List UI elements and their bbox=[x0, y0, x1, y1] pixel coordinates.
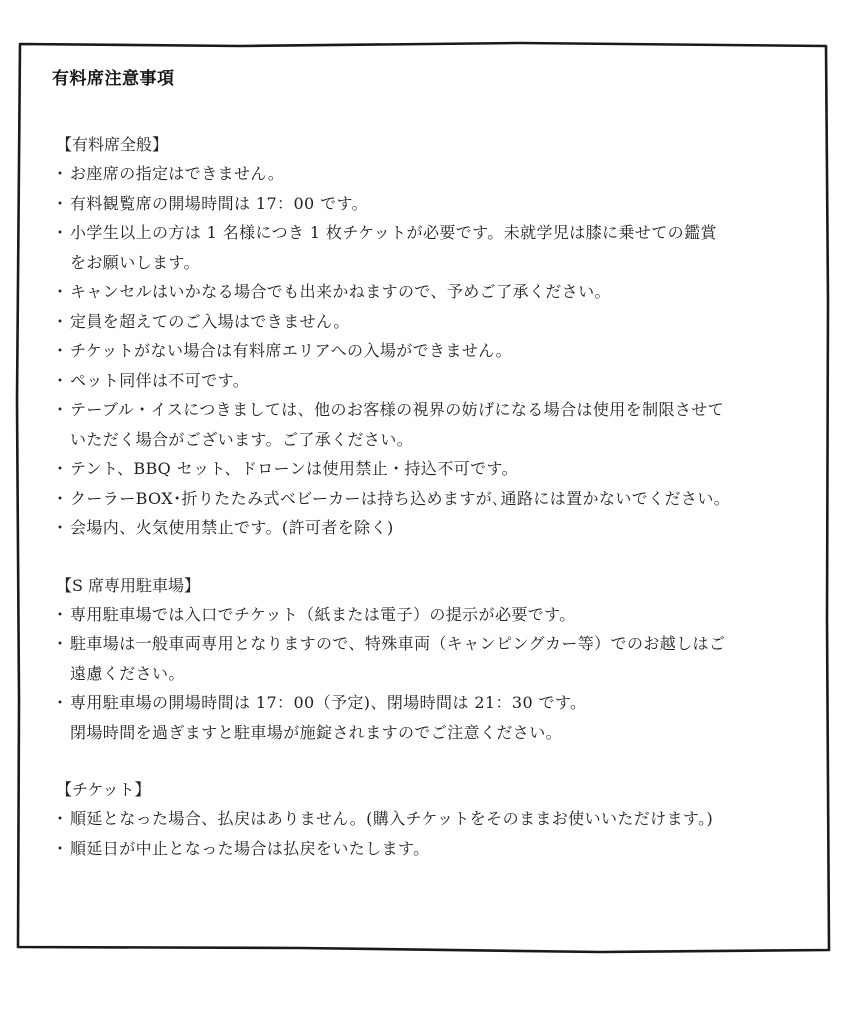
notice-item bbox=[52, 277, 812, 307]
notice-item-text: 順延となった場合、払戻はありません。(購入チケットをそのままお使いいただけます。) bbox=[70, 809, 714, 828]
notice-item bbox=[52, 159, 812, 189]
page-title: 有料席注意事項 bbox=[52, 69, 175, 89]
notice-item bbox=[52, 484, 812, 514]
notice-item-text: 専用駐車場の開場時間は 17：00（予定)、閉場時間は 21：30 です。 閉場時間を過ぎますと駐車場が施錠されますのでご注意ください。 bbox=[70, 693, 587, 742]
notice-item-text: テント、BBQ セット、ドローンは使用禁止・持込不可です。 bbox=[70, 459, 519, 478]
notice-item-text: テーブル・イスにつきましては、他のお客様の視界の妨げになる場合は使用を制限させて いただく場合がございます。ご了承ください。 bbox=[70, 400, 725, 449]
notice-item bbox=[52, 366, 812, 396]
notice-section bbox=[52, 775, 812, 863]
section-header: 【S 席専用駐車場】 bbox=[56, 575, 201, 595]
notice-section bbox=[52, 130, 812, 543]
notice-item bbox=[52, 189, 812, 219]
notice-item-text: お座席の指定はできません。 bbox=[70, 164, 285, 183]
notice-item bbox=[52, 600, 812, 630]
notice-item-text: クーラーBOX･折りたたみ式ベビーカーは持ち込めますが､通路には置かないでください。 bbox=[70, 488, 731, 508]
section-header: 【有料席全般】 bbox=[56, 135, 169, 154]
notice-item-text: チケットがない場合は有料席エリアへの入場ができません。 bbox=[70, 341, 513, 360]
notice-sections bbox=[52, 130, 812, 863]
notice-item-text: 会場内、火気使用禁止です。(許可者を除く) bbox=[70, 518, 394, 537]
notice-item-text: 専用駐車場では入口でチケット（紙または電子）の提示が必要です。 bbox=[70, 604, 576, 624]
notice-item bbox=[52, 395, 812, 454]
notice-item bbox=[52, 513, 812, 543]
notice-item bbox=[52, 454, 812, 484]
notice-content bbox=[52, 64, 812, 891]
notice-item bbox=[52, 834, 812, 864]
notice-item bbox=[52, 804, 812, 834]
notice-item-text: 順延日が中止となった場合は払戻をいたします。 bbox=[70, 838, 430, 858]
notice-item bbox=[52, 629, 812, 688]
notice-item-text: 小学生以上の方は 1 名様につき 1 枚チケットが必要です。未就学児は膝に乗せての鑑賞 をお願いします。 bbox=[70, 223, 717, 272]
notice-section bbox=[52, 571, 812, 748]
notice-item bbox=[52, 307, 812, 337]
notice-item-text: 有料観覧席の開場時間は 17：00 です。 bbox=[70, 193, 369, 213]
notice-item bbox=[52, 218, 812, 277]
notice-item bbox=[52, 336, 812, 366]
notice-item-text: キャンセルはいかなる場合でも出来かねますので、予めご了承ください。 bbox=[70, 282, 611, 301]
section-header: 【チケット】 bbox=[56, 780, 151, 799]
notice-item-text: 駐車場は一般車両専用となりますので、特殊車両（キャンピングカー等）でのお越しはご 遠慮ください。 bbox=[70, 634, 726, 683]
notice-item bbox=[52, 688, 812, 747]
notice-item-text: ペット同伴は不可です。 bbox=[70, 370, 250, 390]
notice-item-text: 定員を超えてのご入場はできません。 bbox=[70, 311, 350, 331]
